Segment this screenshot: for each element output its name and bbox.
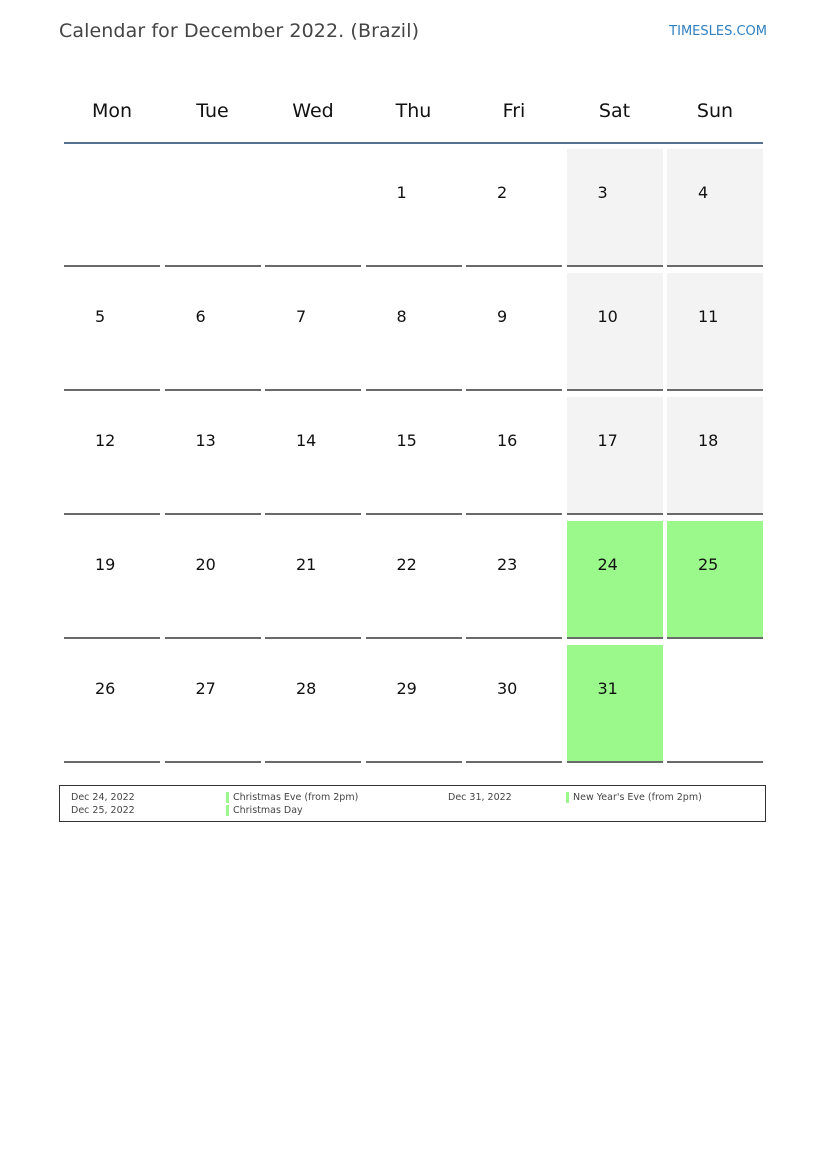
legend-holiday-name: Christmas Eve (from 2pm) — [226, 792, 358, 803]
page-title: Calendar for December 2022. (Brazil) — [59, 20, 420, 42]
weekday-sat: Sat — [598, 100, 631, 122]
day-cell — [265, 149, 361, 267]
day-number: 22 — [396, 555, 417, 574]
day-cell — [165, 273, 261, 391]
day-cell — [165, 645, 261, 763]
day-number: 7 — [296, 307, 307, 326]
day-number: 13 — [195, 431, 216, 450]
day-cell — [366, 273, 462, 391]
day-cell-weekend — [667, 149, 763, 267]
day-cell — [366, 149, 462, 267]
day-cell — [265, 645, 361, 763]
legend-date: Dec 24, 2022 — [71, 792, 135, 803]
weekday-wed: Wed — [292, 100, 334, 122]
day-number: 27 — [195, 679, 216, 698]
day-number: 24 — [597, 555, 618, 574]
day-number: 23 — [497, 555, 518, 574]
day-cell — [466, 521, 562, 639]
day-cell — [466, 149, 562, 267]
day-number: 18 — [698, 431, 719, 450]
day-cell — [64, 521, 160, 639]
day-cell — [265, 521, 361, 639]
day-cell-weekend — [567, 149, 663, 267]
day-number: 2 — [497, 183, 508, 202]
week-row-3 — [64, 397, 763, 515]
legend-holiday-name: Christmas Day — [226, 805, 303, 816]
day-number: 29 — [396, 679, 417, 698]
calendar-grid — [64, 80, 763, 769]
day-cell-weekend — [667, 273, 763, 391]
week-row-1 — [64, 149, 763, 267]
day-number: 11 — [698, 307, 719, 326]
day-number: 17 — [597, 431, 618, 450]
day-cell — [366, 521, 462, 639]
week-row-4 — [64, 521, 763, 639]
legend-holiday-name: New Year's Eve (from 2pm) — [566, 792, 702, 803]
day-number: 3 — [597, 183, 608, 202]
day-cell — [165, 397, 261, 515]
day-cell — [366, 397, 462, 515]
weekday-header-row — [64, 80, 763, 144]
day-cell — [64, 149, 160, 267]
day-number: 5 — [95, 307, 106, 326]
day-cell-holiday — [567, 645, 663, 763]
holiday-legend — [59, 785, 766, 822]
day-number: 20 — [195, 555, 216, 574]
day-number: 10 — [597, 307, 618, 326]
weekday-thu: Thu — [395, 100, 432, 122]
legend-date: Dec 25, 2022 — [71, 805, 135, 816]
day-number: 28 — [296, 679, 317, 698]
day-cell — [64, 397, 160, 515]
day-number: 19 — [95, 555, 116, 574]
day-cell — [466, 645, 562, 763]
day-number: 12 — [95, 431, 116, 450]
day-cell-holiday — [667, 521, 763, 639]
weekday-fri: Fri — [502, 100, 526, 122]
day-cell — [64, 273, 160, 391]
day-cell-weekend — [667, 397, 763, 515]
day-cell-holiday — [567, 521, 663, 639]
day-number: 21 — [296, 555, 317, 574]
day-cell — [265, 273, 361, 391]
day-number: 4 — [698, 183, 709, 202]
week-row-2 — [64, 273, 763, 391]
day-cell — [165, 521, 261, 639]
day-number: 15 — [396, 431, 417, 450]
day-cell — [265, 397, 361, 515]
day-number: 31 — [597, 679, 618, 698]
weekday-mon: Mon — [91, 100, 133, 122]
day-cell-weekend — [567, 273, 663, 391]
day-cell — [165, 149, 261, 267]
day-number: 6 — [195, 307, 206, 326]
day-cell — [466, 397, 562, 515]
day-number: 25 — [698, 555, 719, 574]
legend-date: Dec 31, 2022 — [448, 792, 512, 803]
day-number: 9 — [497, 307, 508, 326]
day-number: 8 — [396, 307, 407, 326]
day-number: 14 — [296, 431, 317, 450]
week-row-5 — [64, 645, 763, 763]
day-cell — [667, 645, 763, 763]
day-cell — [466, 273, 562, 391]
brand-link[interactable]: TIMESLES.COM — [669, 24, 767, 39]
day-number: 30 — [497, 679, 518, 698]
day-number: 26 — [95, 679, 116, 698]
day-cell — [64, 645, 160, 763]
day-cell-weekend — [567, 397, 663, 515]
day-cell — [366, 645, 462, 763]
day-number: 16 — [497, 431, 518, 450]
weekday-tue: Tue — [196, 100, 229, 122]
day-number: 1 — [396, 183, 407, 202]
weekday-sun: Sun — [696, 100, 734, 122]
